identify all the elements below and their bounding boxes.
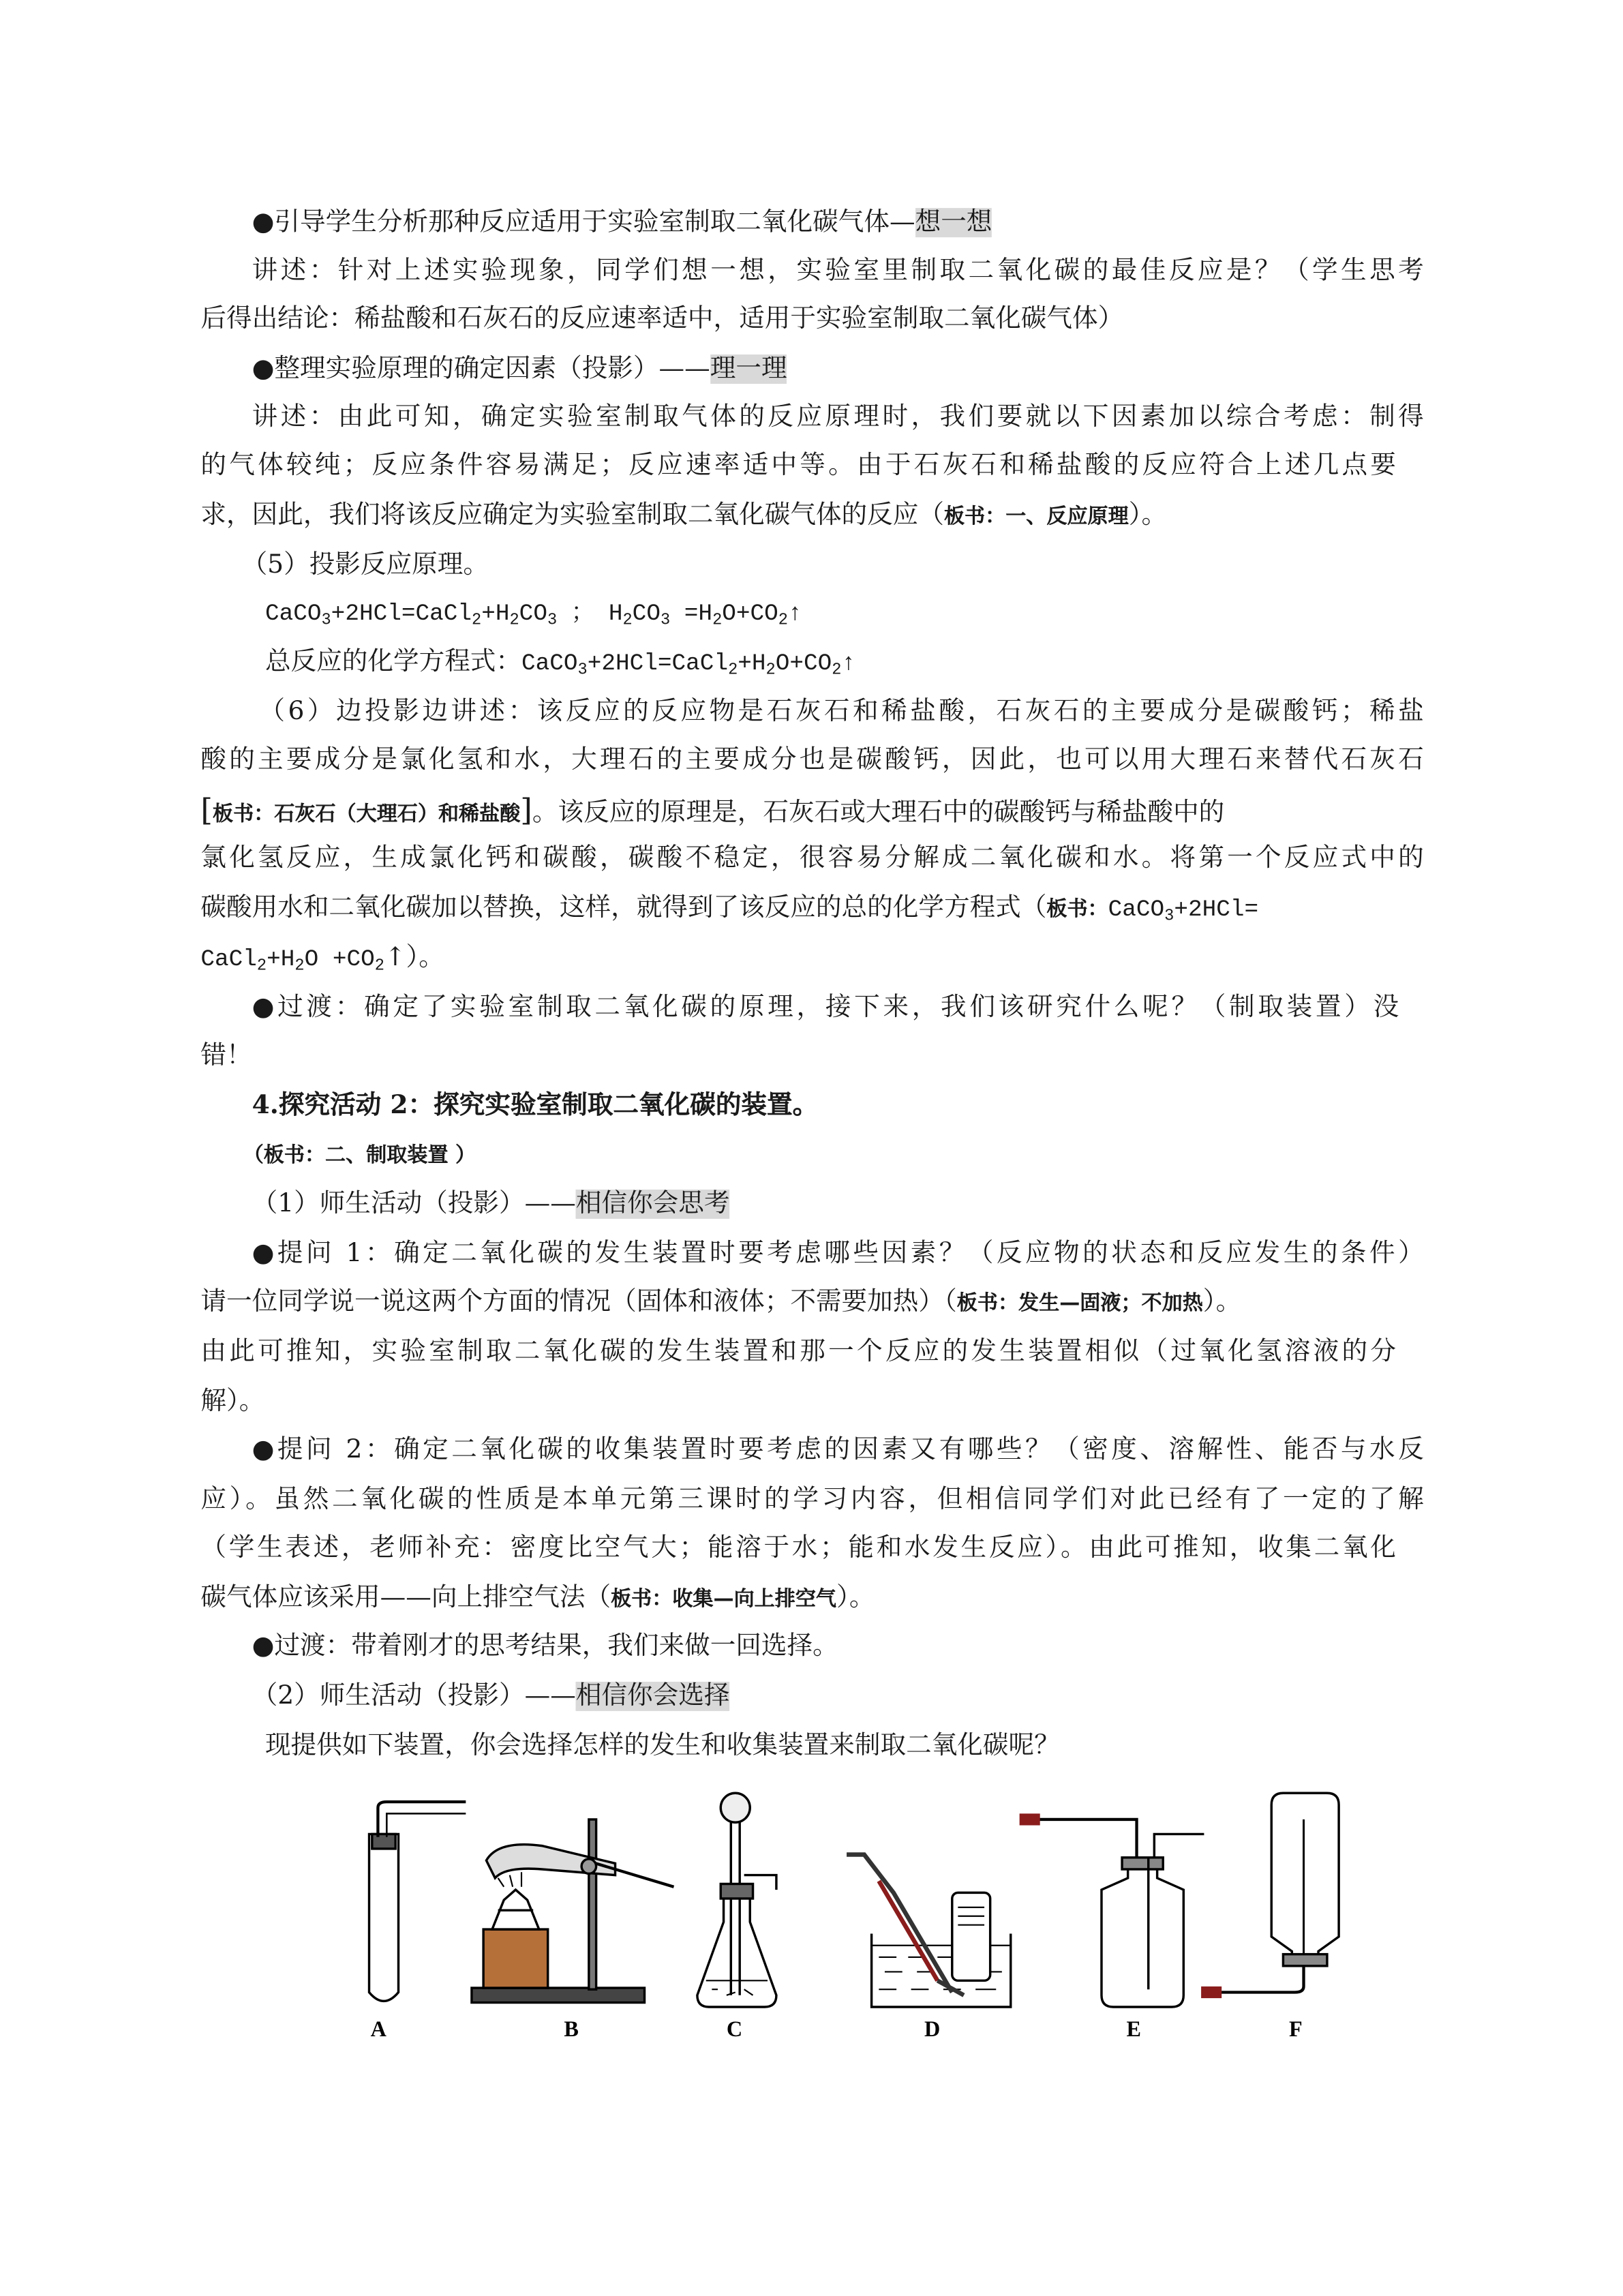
lecture2-line1: 讲述：由此可知，确定实验室制取气体的反应原理时，我们要就以下因素加以综合考虑：制得 bbox=[252, 402, 1424, 432]
board-eq-part: +H bbox=[267, 946, 295, 973]
sort-tag: 理一理 bbox=[710, 354, 787, 384]
step6-line1: （6）边投影边讲述：该反应的反应物是石灰石和稀盐酸，石灰石的主要成分是碳酸钙；稀盐 bbox=[259, 697, 1424, 727]
eq2-sub: 2 bbox=[832, 662, 842, 680]
step6-line5 bbox=[200, 891, 1258, 928]
q1-line4: 解）。 bbox=[200, 1387, 265, 1417]
eq1-sub: 2 bbox=[509, 612, 519, 631]
figure-label-c: C bbox=[726, 2016, 743, 2041]
eq1-part: =H bbox=[670, 601, 713, 627]
eq2-sub: 2 bbox=[728, 662, 738, 680]
eq1-sub: 3 bbox=[321, 612, 331, 631]
board-eq-part: O +CO bbox=[304, 946, 375, 973]
activity2-title: 4.探究活动 2：探究实验室制取二氧化碳的装置。 bbox=[252, 1091, 819, 1121]
q2-line1: ●提问 2：确定二氧化碳的收集装置时要考虑的因素又有哪些？（密度、溶解性、能否与水反 bbox=[252, 1435, 1424, 1465]
apparatus-b-heating-setup bbox=[472, 1819, 674, 2003]
eq1-part: H bbox=[608, 601, 623, 627]
figure-label-d: D bbox=[924, 2016, 941, 2041]
step2-tag: 相信你会选择 bbox=[575, 1681, 730, 1711]
board-eq-sub: 2 bbox=[294, 958, 305, 976]
step5-line: （5）投影反应原理。 bbox=[241, 550, 489, 580]
eq1-part: CO bbox=[632, 601, 661, 627]
q1-line2 bbox=[200, 1285, 1241, 1322]
figure-label-f: F bbox=[1289, 2016, 1303, 2041]
board-limestone: 板书：石灰石（大理石）和稀盐酸 bbox=[213, 802, 521, 826]
board-collection: 板书：收集—向上排空气 bbox=[611, 1588, 837, 1612]
eq2-sub: 2 bbox=[765, 662, 776, 680]
apparatus-e-bottle bbox=[1020, 1813, 1204, 2007]
q2-line4-suffix: ）。 bbox=[836, 1583, 875, 1613]
eq1-sub: 2 bbox=[622, 612, 633, 631]
q1-line1: ●提问 1：确定二氧化碳的发生装置时要考虑哪些因素？（反应物的状态和反应发生的条件） bbox=[252, 1239, 1424, 1269]
q2-line2: 应）。虽然二氧化碳的性质是本单元第三课时的学习内容，但相信同学们对此已经有了一定的了解 bbox=[200, 1485, 1424, 1515]
eq2-part: CaCO bbox=[521, 650, 578, 677]
apparatus-d-water-trough bbox=[847, 1855, 1011, 2007]
apparatus-c-flask bbox=[697, 1793, 776, 2007]
board-eq-part: CaCl bbox=[200, 946, 257, 973]
lecture2-line3 bbox=[200, 498, 1167, 535]
step2-line bbox=[252, 1679, 730, 1715]
eq1-part: CO bbox=[519, 601, 547, 627]
step2-prefix: （2）师生活动（投影）—— bbox=[252, 1681, 576, 1711]
board-reaction-principle: 板书：一、反应原理 bbox=[943, 505, 1129, 529]
board-eq-part: CaCO bbox=[1108, 896, 1165, 923]
step1-line bbox=[252, 1187, 730, 1222]
eq1-part: O+CO bbox=[722, 601, 778, 627]
board-eq-sub: 3 bbox=[1164, 908, 1174, 926]
board-apparatus: （板书：二、制取装置 ） bbox=[243, 1144, 476, 1168]
bracket-open: [ bbox=[200, 792, 213, 828]
eq1-sub: 2 bbox=[778, 612, 789, 631]
apparatus-a-test-tube bbox=[369, 1802, 466, 2001]
eq1-part: CaCO bbox=[264, 601, 322, 627]
board-eq-sub: 2 bbox=[256, 958, 267, 976]
eq1-sub: 2 bbox=[472, 612, 482, 631]
lecture1-line1: 讲述：针对上述实验现象，同学们想一想，实验室里制取二氧化碳的最佳反应是？（学生思考 bbox=[252, 256, 1424, 286]
board-eq-part: +2HCl= bbox=[1174, 896, 1259, 923]
step6-line4: 氯化氢反应，生成氯化钙和碳酸，碳酸不稳定，很容易分解成二氧化碳和水。将第一个反应式中的 bbox=[200, 843, 1424, 873]
figure-label-b: B bbox=[564, 2016, 579, 2041]
eq1-part: +2HCl=CaCl bbox=[331, 601, 472, 627]
step1-prefix: （1）师生活动（投影）—— bbox=[252, 1189, 576, 1219]
eq2-part: O+CO bbox=[775, 650, 832, 677]
lecture2-line2: 的气体较纯；反应条件容易满足；反应速率适中等。由于石灰石和稀盐酸的反应符合上述几点要 bbox=[200, 451, 1396, 481]
q2-line3: （学生表述，老师补充：密度比空气大；能溶于水；能和水发生反应）。由此可推知，收集二氧化 bbox=[200, 1533, 1396, 1563]
step1-tag: 相信你会思考 bbox=[575, 1189, 730, 1219]
q1-line2-prefix: 请一位同学说一说这两个方面的情况（固体和液体；不需要加热）（ bbox=[200, 1287, 957, 1317]
apparatus-figure bbox=[352, 1775, 1363, 2053]
lecture2-line3-prefix: 求，因此，我们将该反应确定为实验室制取二氧化碳气体的反应（ bbox=[200, 500, 944, 530]
eq2-label: 总反应的化学方程式： bbox=[264, 647, 522, 677]
transition2-line: ●过渡：带着刚才的思考结果，我们来做一回选择。 bbox=[252, 1631, 838, 1661]
think-bullet-line bbox=[252, 205, 992, 241]
eq2-part: +2HCl=CaCl bbox=[587, 650, 729, 677]
board-eq-sub: 2 bbox=[374, 958, 384, 976]
think-tag: 想一想 bbox=[915, 208, 992, 238]
transition1-line2: 错！ bbox=[200, 1041, 252, 1071]
step6-line6 bbox=[200, 941, 444, 978]
gas-arrow: ↑ bbox=[788, 601, 802, 627]
step6-line3-rest: 。该反应的原理是，石灰石或大理石中的碳酸钙与稀盐酸中的 bbox=[532, 798, 1225, 828]
eq1-sub: 3 bbox=[660, 612, 671, 631]
prompt-line: 现提供如下装置，你会选择怎样的发生和收集装置来制取二氧化碳呢？ bbox=[264, 1731, 1060, 1761]
figure-label-e: E bbox=[1126, 2016, 1142, 2041]
gas-arrow: ↑ bbox=[841, 650, 856, 677]
board-generation: 板书：发生—固液；不加热 bbox=[956, 1292, 1203, 1316]
sort-bullet-line bbox=[252, 352, 787, 387]
eq1-separator: ； bbox=[557, 601, 595, 627]
transition1-line1: ●过渡：确定了实验室制取二氧化碳的原理，接下来，我们该研究什么呢？（制取装置）没 bbox=[252, 993, 1399, 1023]
board-equation-label: 板书： bbox=[1046, 898, 1108, 922]
eq1-sub: 2 bbox=[712, 612, 723, 631]
eq1-sub: 3 bbox=[547, 612, 558, 631]
eq2-part: +H bbox=[738, 650, 766, 677]
lecture2-line3-suffix: ）。 bbox=[1128, 500, 1168, 530]
apparatus-f-inverted-bottle bbox=[1201, 1793, 1339, 1998]
equation-1 bbox=[265, 596, 802, 632]
step6-line2: 酸的主要成分是氯化氢和水，大理石的主要成分也是碳酸钙，因此，也可以用大理石来替代石灰石 bbox=[200, 745, 1424, 775]
q1-line2-suffix: ）。 bbox=[1202, 1287, 1242, 1317]
eq2-sub: 3 bbox=[577, 662, 588, 680]
q2-line4 bbox=[200, 1581, 875, 1618]
figure-label-a: A bbox=[370, 2016, 386, 2041]
think-bullet-text: ●引导学生分析那种反应适用于实验室制取二氧化碳气体— bbox=[252, 208, 915, 238]
bracket-close: ] bbox=[520, 792, 532, 828]
equation-2 bbox=[265, 645, 855, 682]
q2-line4-prefix: 碳气体应该采用——向上排空气法（ bbox=[200, 1583, 611, 1613]
lecture1-line2: 后得出结论：稀盐酸和石灰石的反应速率适中，适用于实验室制取二氧化碳气体） bbox=[200, 304, 1124, 334]
eq1-part: +H bbox=[481, 601, 510, 627]
sort-bullet-text: ●整理实验原理的确定因素（投影）—— bbox=[252, 354, 710, 384]
step6-line5-prefix: 碳酸用水和二氧化碳加以替换，这样，就得到了该反应的总的化学方程式（ bbox=[200, 893, 1047, 923]
board-eq-close: ↑）。 bbox=[384, 943, 444, 973]
step6-line3 bbox=[200, 793, 1224, 832]
q1-line3: 由此可推知，实验室制取二氧化碳的发生装置和那一个反应的发生装置相似（过氧化氢溶液的分 bbox=[200, 1337, 1396, 1367]
